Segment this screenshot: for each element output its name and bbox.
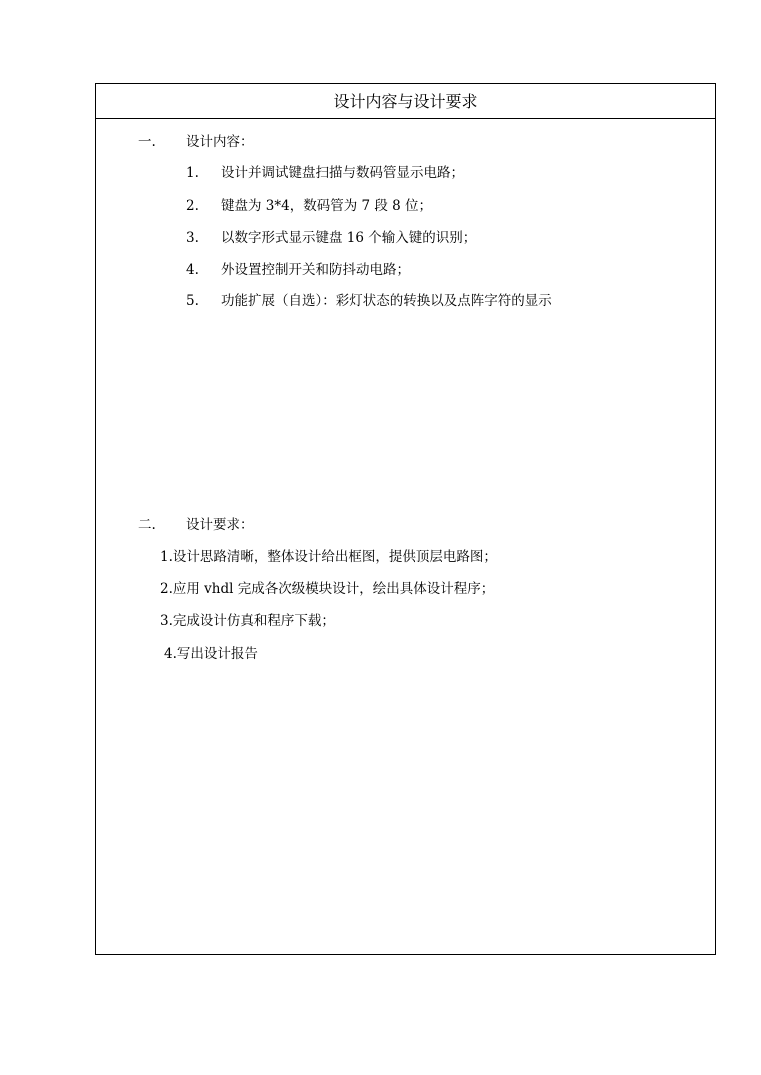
section2-number: 二.	[138, 517, 156, 533]
list-item-number: 4.	[186, 262, 199, 278]
list-item-number: 1.	[186, 165, 199, 181]
list-item-number: 2.	[186, 198, 199, 214]
list-item-text: 键盘为 3*4，数码管为 7 段 8 位；	[221, 198, 433, 214]
list-item: 3.完成设计仿真和程序下载；	[160, 613, 335, 629]
list-item-text: 功能扩展（自选）：彩灯状态的转换以及点阵字符的显示	[221, 293, 552, 309]
section1-number: 一.	[138, 134, 156, 150]
table-title: 设计内容与设计要求	[96, 84, 715, 119]
list-item-text: 以数字形式显示键盘 16 个输入键的识别；	[221, 230, 477, 246]
list-item: 1.设计思路清晰，整体设计给出框图，提供顶层电路图；	[160, 549, 497, 565]
section1-label: 设计内容：	[186, 134, 254, 150]
document-table	[95, 83, 716, 955]
list-item-number: 3.	[186, 230, 199, 246]
section2-label: 设计要求：	[186, 517, 254, 533]
list-item-text: 设计并调试键盘扫描与数码管显示电路；	[221, 165, 464, 181]
list-item-text: 外设置控制开关和防抖动电路；	[221, 262, 410, 278]
list-item-number: 5.	[186, 293, 199, 309]
list-item: 4.写出设计报告	[164, 646, 258, 662]
list-item: 2.应用 vhdl 完成各次级模块设计，绘出具体设计程序；	[160, 581, 495, 597]
